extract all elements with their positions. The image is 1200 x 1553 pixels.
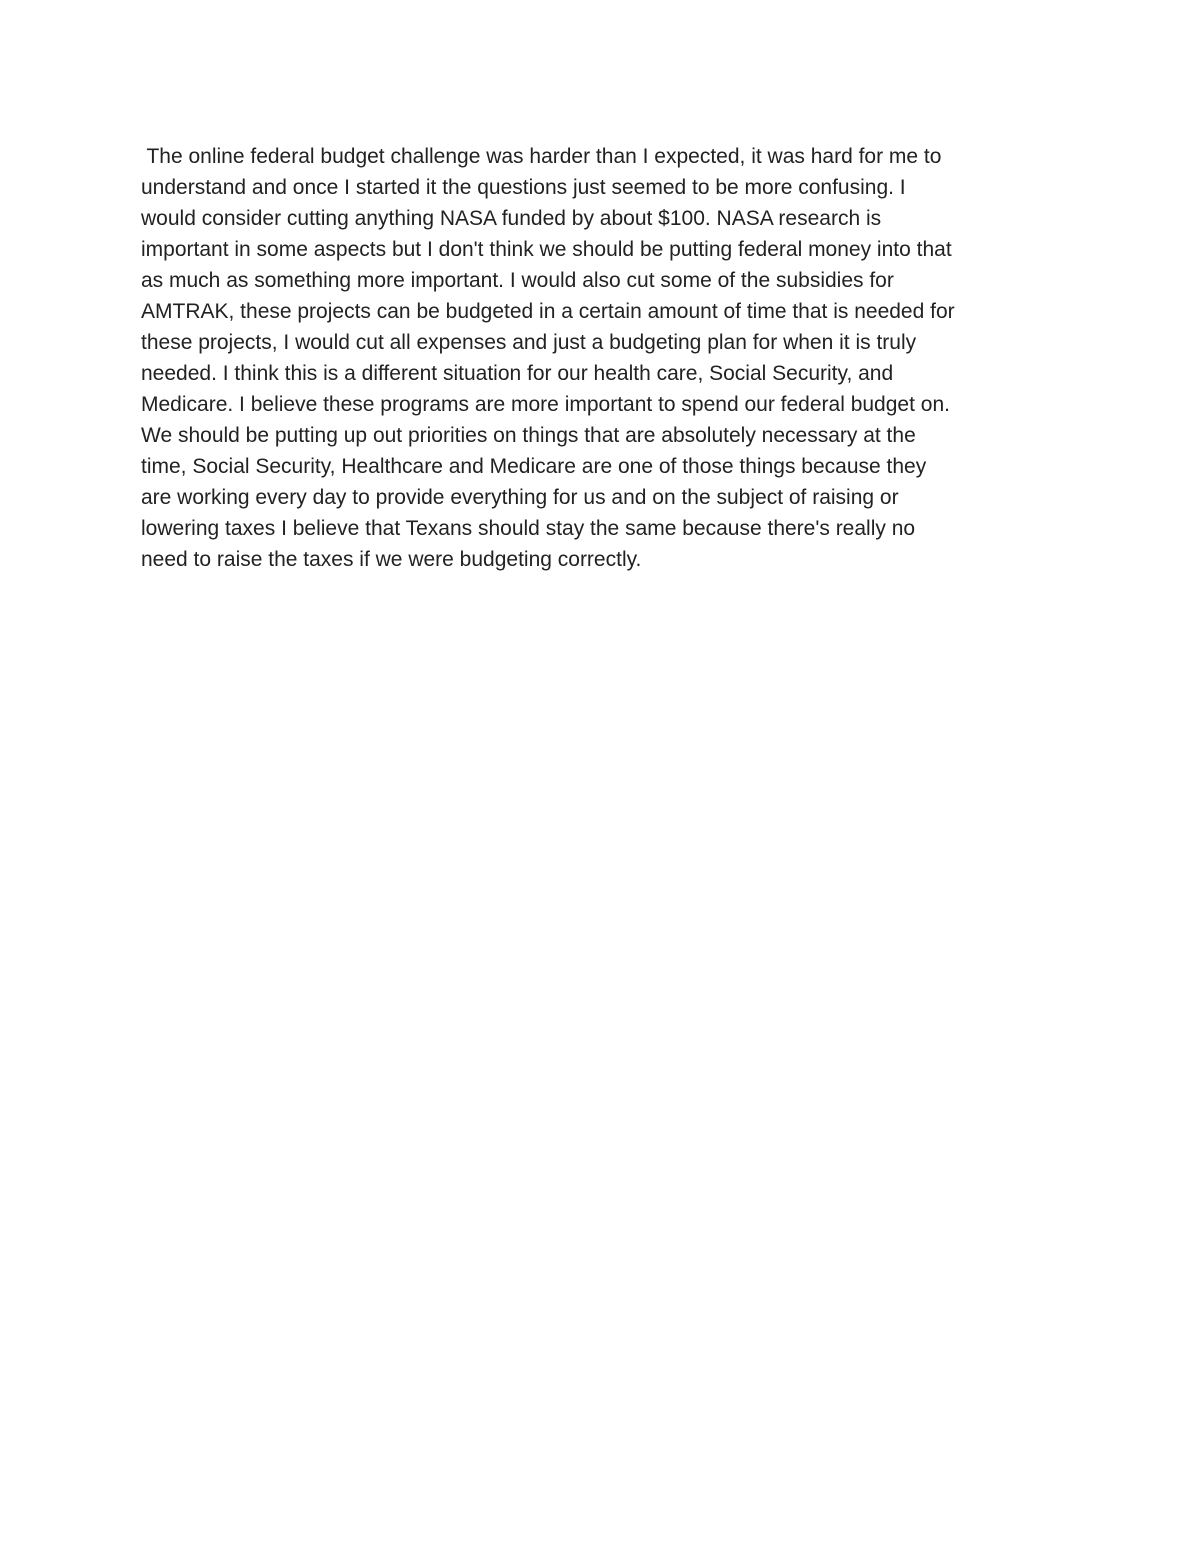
paragraph-line: these projects, I would cut all expenses and just a budgeting plan for when it is truly — [141, 331, 917, 354]
paragraph-line: We should be putting up out priorities on things that are absolutely necessary at the — [141, 424, 916, 447]
paragraph-line: time, Social Security, Healthcare and Medicare are one of those things because they — [141, 455, 927, 478]
paragraph-line: as much as something more important. I would also cut some of the subsidies for — [141, 269, 894, 292]
paragraph-line: lowering taxes I believe that Texans should stay the same because there's really no — [141, 517, 916, 540]
paragraph-line: would consider cutting anything NASA funded by about $100. NASA research is — [141, 207, 882, 230]
paragraph-line: The online federal budget challenge was harder than I expected, it was hard for me to — [141, 145, 942, 168]
paragraph-line: are working every day to provide everything for us and on the subject of raising or — [141, 486, 899, 509]
paragraph-line: Medicare. I believe these programs are more important to spend our federal budget on. — [141, 393, 950, 416]
paragraph-line: AMTRAK, these projects can be budgeted in a certain amount of time that is needed for — [141, 300, 955, 323]
paragraph-line: need to raise the taxes if we were budgeting correctly. — [141, 548, 642, 571]
essay-paragraph — [141, 141, 1071, 575]
paragraph-line: understand and once I started it the questions just seemed to be more confusing. I — [141, 176, 906, 199]
paragraph-line: important in some aspects but I don't think we should be putting federal money into that — [141, 238, 952, 261]
paragraph-line: needed. I think this is a different situation for our health care, Social Security, and — [141, 362, 894, 385]
